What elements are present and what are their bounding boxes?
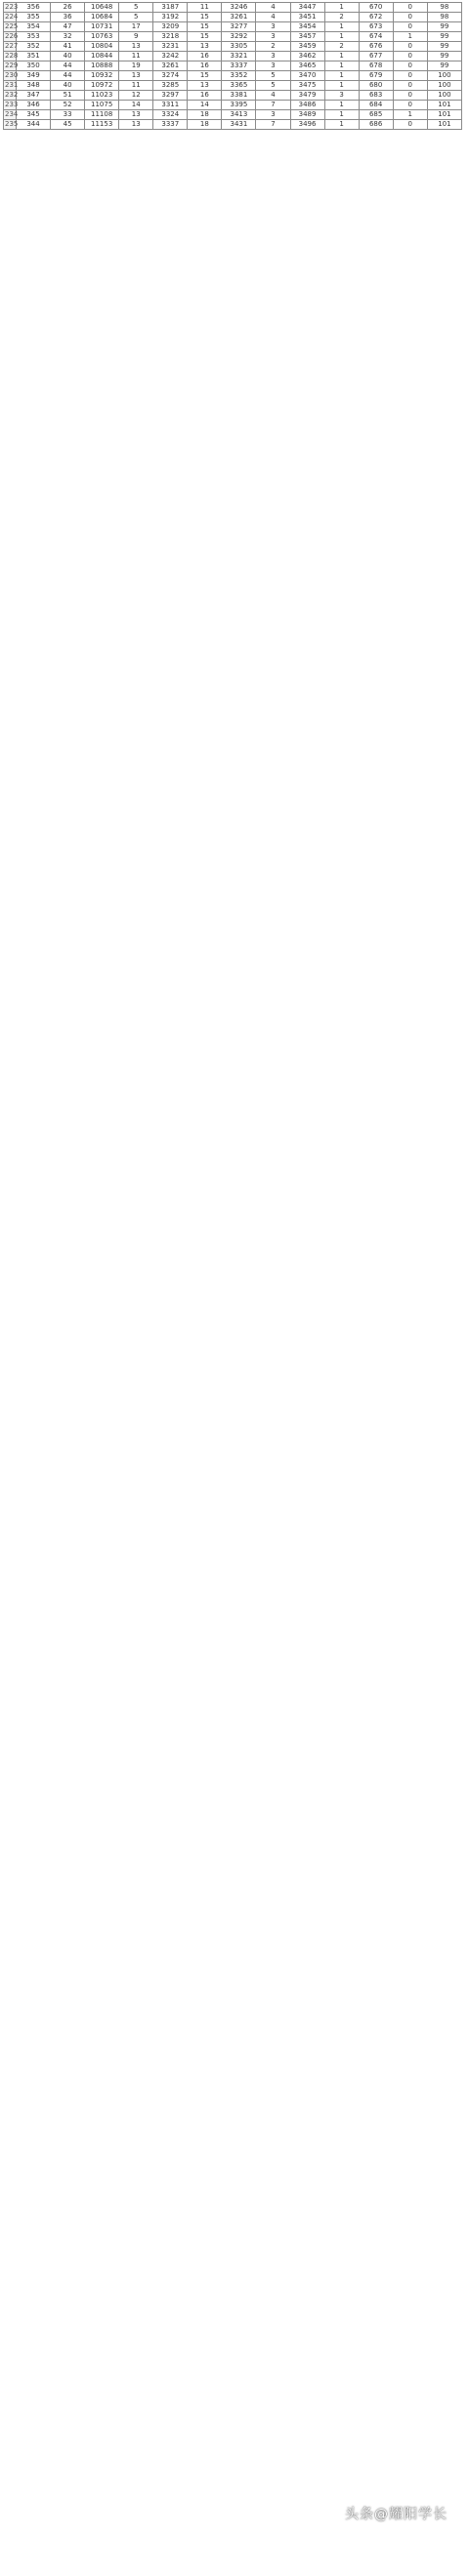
table-cell: 3218: [153, 32, 188, 42]
row-index-cell: 229: [5, 61, 19, 69]
table-cell: 3324: [153, 110, 188, 120]
table-cell: 3297: [153, 91, 188, 101]
table-cell: 1: [324, 61, 359, 71]
table-cell: 674: [359, 32, 393, 42]
table-cell: 40: [51, 52, 85, 61]
table-cell: 3261: [153, 61, 188, 71]
table-cell: 32: [51, 32, 85, 42]
table-cell: 98: [427, 3, 461, 13]
table-cell: 10888: [85, 61, 119, 71]
table-cell: 11023: [85, 91, 119, 101]
table-cell: 15: [188, 32, 222, 42]
row-index-cell: 228: [5, 52, 19, 60]
table-cell: 3246: [222, 3, 256, 13]
table-cell: 3292: [222, 32, 256, 42]
table-row: [4, 13, 462, 22]
table-cell: 13: [119, 42, 153, 52]
table-cell: 3459: [290, 42, 324, 52]
table-cell: 101: [427, 110, 461, 120]
table-cell: 13: [119, 110, 153, 120]
table-cell: 4: [256, 13, 290, 22]
table-cell: 3395: [222, 101, 256, 110]
table-cell: 1: [324, 120, 359, 130]
table-cell: 9: [119, 32, 153, 42]
table-cell: 3: [324, 91, 359, 101]
table-cell: 1: [393, 32, 427, 42]
table-cell: 44: [51, 61, 85, 71]
table-cell: 3447: [290, 3, 324, 13]
table-cell: 2: [256, 42, 290, 52]
table-cell: 2: [324, 13, 359, 22]
table-cell: 11153: [85, 120, 119, 130]
table-cell: 344: [17, 120, 51, 130]
table-cell: 1: [324, 110, 359, 120]
table-cell: 98: [427, 13, 461, 22]
table-cell: 51: [51, 91, 85, 101]
table-cell: 3352: [222, 71, 256, 81]
table-cell: 3321: [222, 52, 256, 61]
table-cell: 0: [393, 13, 427, 22]
table-row: [4, 101, 462, 110]
table-cell: 686: [359, 120, 393, 130]
table-cell: 36: [51, 13, 85, 22]
table-cell: 100: [427, 91, 461, 101]
table-cell: 2: [324, 42, 359, 52]
table-cell: 672: [359, 13, 393, 22]
table-cell: 13: [188, 42, 222, 52]
table-row: [4, 42, 462, 52]
score-table-body: [4, 3, 462, 130]
table-cell: 676: [359, 42, 393, 52]
table-cell: 101: [427, 101, 461, 110]
table-cell: 3465: [290, 61, 324, 71]
table-cell: 10763: [85, 32, 119, 42]
table-row: [4, 22, 462, 32]
table-cell: 14: [188, 101, 222, 110]
table-cell: 13: [119, 71, 153, 81]
table-cell: 11: [188, 3, 222, 13]
table-cell: 0: [393, 120, 427, 130]
row-index-cell: 234: [5, 110, 19, 118]
table-cell: 40: [51, 81, 85, 91]
table-cell: 3242: [153, 52, 188, 61]
table-cell: 11108: [85, 110, 119, 120]
table-cell: 47: [51, 22, 85, 32]
table-cell: 99: [427, 22, 461, 32]
table-cell: 3337: [222, 61, 256, 71]
table-cell: 5: [119, 3, 153, 13]
table-cell: 3475: [290, 81, 324, 91]
table-cell: 41: [51, 42, 85, 52]
table-cell: 4: [256, 3, 290, 13]
table-row: [4, 120, 462, 130]
table-row: [4, 91, 462, 101]
table-cell: 1: [324, 101, 359, 110]
table-cell: 3231: [153, 42, 188, 52]
table-cell: 10932: [85, 71, 119, 81]
row-index-cell: 227: [5, 42, 19, 50]
table-cell: 10684: [85, 13, 119, 22]
table-cell: 345: [17, 110, 51, 120]
table-row: [4, 110, 462, 120]
row-index-cell: 223: [5, 3, 19, 11]
table-cell: 5: [256, 81, 290, 91]
table-cell: 45: [51, 120, 85, 130]
table-cell: 15: [188, 22, 222, 32]
table-cell: 3381: [222, 91, 256, 101]
table-cell: 346: [17, 101, 51, 110]
table-row: [4, 3, 462, 13]
table-cell: 0: [393, 42, 427, 52]
table-cell: 100: [427, 81, 461, 91]
table-cell: 684: [359, 101, 393, 110]
table-cell: 1: [324, 22, 359, 32]
table-cell: 26: [51, 3, 85, 13]
table-cell: 673: [359, 22, 393, 32]
table-cell: 685: [359, 110, 393, 120]
watermark-text: 头条@耀阳学长: [345, 2507, 448, 2522]
table-cell: 13: [119, 120, 153, 130]
table-cell: 3365: [222, 81, 256, 91]
score-table: [3, 2, 462, 130]
table-cell: 680: [359, 81, 393, 91]
table-cell: 1: [324, 71, 359, 81]
table-cell: 356: [17, 3, 51, 13]
table-cell: 3274: [153, 71, 188, 81]
table-cell: 10804: [85, 42, 119, 52]
table-cell: 15: [188, 13, 222, 22]
table-cell: 3192: [153, 13, 188, 22]
table-cell: 18: [188, 120, 222, 130]
row-index-cell: 235: [5, 120, 19, 128]
table-cell: 19: [119, 61, 153, 71]
table-cell: 3413: [222, 110, 256, 120]
table-cell: 3431: [222, 120, 256, 130]
table-cell: 16: [188, 61, 222, 71]
table-row: [4, 71, 462, 81]
row-index-cell: 224: [5, 13, 19, 20]
table-cell: 99: [427, 61, 461, 71]
table-cell: 1: [324, 81, 359, 91]
table-cell: 99: [427, 42, 461, 52]
table-cell: 348: [17, 81, 51, 91]
table-cell: 683: [359, 91, 393, 101]
table-cell: 1: [324, 32, 359, 42]
table-row: [4, 81, 462, 91]
table-cell: 33: [51, 110, 85, 120]
table-cell: 0: [393, 52, 427, 61]
table-cell: 347: [17, 91, 51, 101]
table-cell: 4: [256, 91, 290, 101]
table-cell: 101: [427, 120, 461, 130]
table-cell: 0: [393, 91, 427, 101]
table-cell: 0: [393, 81, 427, 91]
table-cell: 7: [256, 120, 290, 130]
table-cell: 3285: [153, 81, 188, 91]
row-index-cell: 226: [5, 32, 19, 40]
table-cell: 17: [119, 22, 153, 32]
table-cell: 5: [256, 71, 290, 81]
table-cell: 1: [393, 110, 427, 120]
table-row: [4, 32, 462, 42]
table-cell: 13: [188, 81, 222, 91]
table-cell: 3457: [290, 32, 324, 42]
table-cell: 14: [119, 101, 153, 110]
table-cell: 1: [324, 52, 359, 61]
table-cell: 352: [17, 42, 51, 52]
table-cell: 10844: [85, 52, 119, 61]
table-cell: 44: [51, 71, 85, 81]
table-cell: 11075: [85, 101, 119, 110]
table-cell: 3: [256, 110, 290, 120]
row-index-cell: 225: [5, 22, 19, 30]
table-cell: 353: [17, 32, 51, 42]
table-cell: 5: [119, 13, 153, 22]
table-cell: 3311: [153, 101, 188, 110]
row-index-cell: 233: [5, 101, 19, 108]
table-cell: 351: [17, 52, 51, 61]
table-row: [4, 61, 462, 71]
table-cell: 12: [119, 91, 153, 101]
table-cell: 10731: [85, 22, 119, 32]
table-cell: 99: [427, 32, 461, 42]
table-cell: 15: [188, 71, 222, 81]
table-cell: 16: [188, 91, 222, 101]
table-cell: 100: [427, 71, 461, 81]
row-index-cell: 230: [5, 71, 19, 79]
table-cell: 3451: [290, 13, 324, 22]
table-cell: 52: [51, 101, 85, 110]
table-cell: 3187: [153, 3, 188, 13]
table-cell: 3470: [290, 71, 324, 81]
table-cell: 0: [393, 101, 427, 110]
table-cell: 3489: [290, 110, 324, 120]
table-cell: 99: [427, 52, 461, 61]
table-cell: 0: [393, 3, 427, 13]
table-cell: 349: [17, 71, 51, 81]
table-cell: 679: [359, 71, 393, 81]
table-cell: 10648: [85, 3, 119, 13]
table-cell: 670: [359, 3, 393, 13]
table-cell: 3: [256, 61, 290, 71]
table-cell: 7: [256, 101, 290, 110]
table-cell: 16: [188, 52, 222, 61]
table-cell: 677: [359, 52, 393, 61]
table-cell: 3454: [290, 22, 324, 32]
table-cell: 3337: [153, 120, 188, 130]
table-cell: 354: [17, 22, 51, 32]
table-cell: 10972: [85, 81, 119, 91]
table-cell: 18: [188, 110, 222, 120]
row-index-cell: 231: [5, 81, 19, 89]
table-cell: 355: [17, 13, 51, 22]
table-cell: 0: [393, 22, 427, 32]
table-cell: 1: [324, 3, 359, 13]
table-cell: 0: [393, 71, 427, 81]
table-cell: 350: [17, 61, 51, 71]
score-distribution-document: [3, 2, 462, 130]
table-row: [4, 52, 462, 61]
table-cell: 3209: [153, 22, 188, 32]
table-cell: 3496: [290, 120, 324, 130]
table-cell: 3486: [290, 101, 324, 110]
table-cell: 3277: [222, 22, 256, 32]
table-cell: 3: [256, 32, 290, 42]
table-cell: 11: [119, 52, 153, 61]
table-cell: 0: [393, 61, 427, 71]
table-cell: 678: [359, 61, 393, 71]
table-cell: 3479: [290, 91, 324, 101]
row-index-cell: 232: [5, 91, 19, 99]
table-cell: 11: [119, 81, 153, 91]
table-cell: 3: [256, 22, 290, 32]
table-cell: 3: [256, 52, 290, 61]
table-cell: 3305: [222, 42, 256, 52]
table-cell: 3462: [290, 52, 324, 61]
table-cell: 3261: [222, 13, 256, 22]
